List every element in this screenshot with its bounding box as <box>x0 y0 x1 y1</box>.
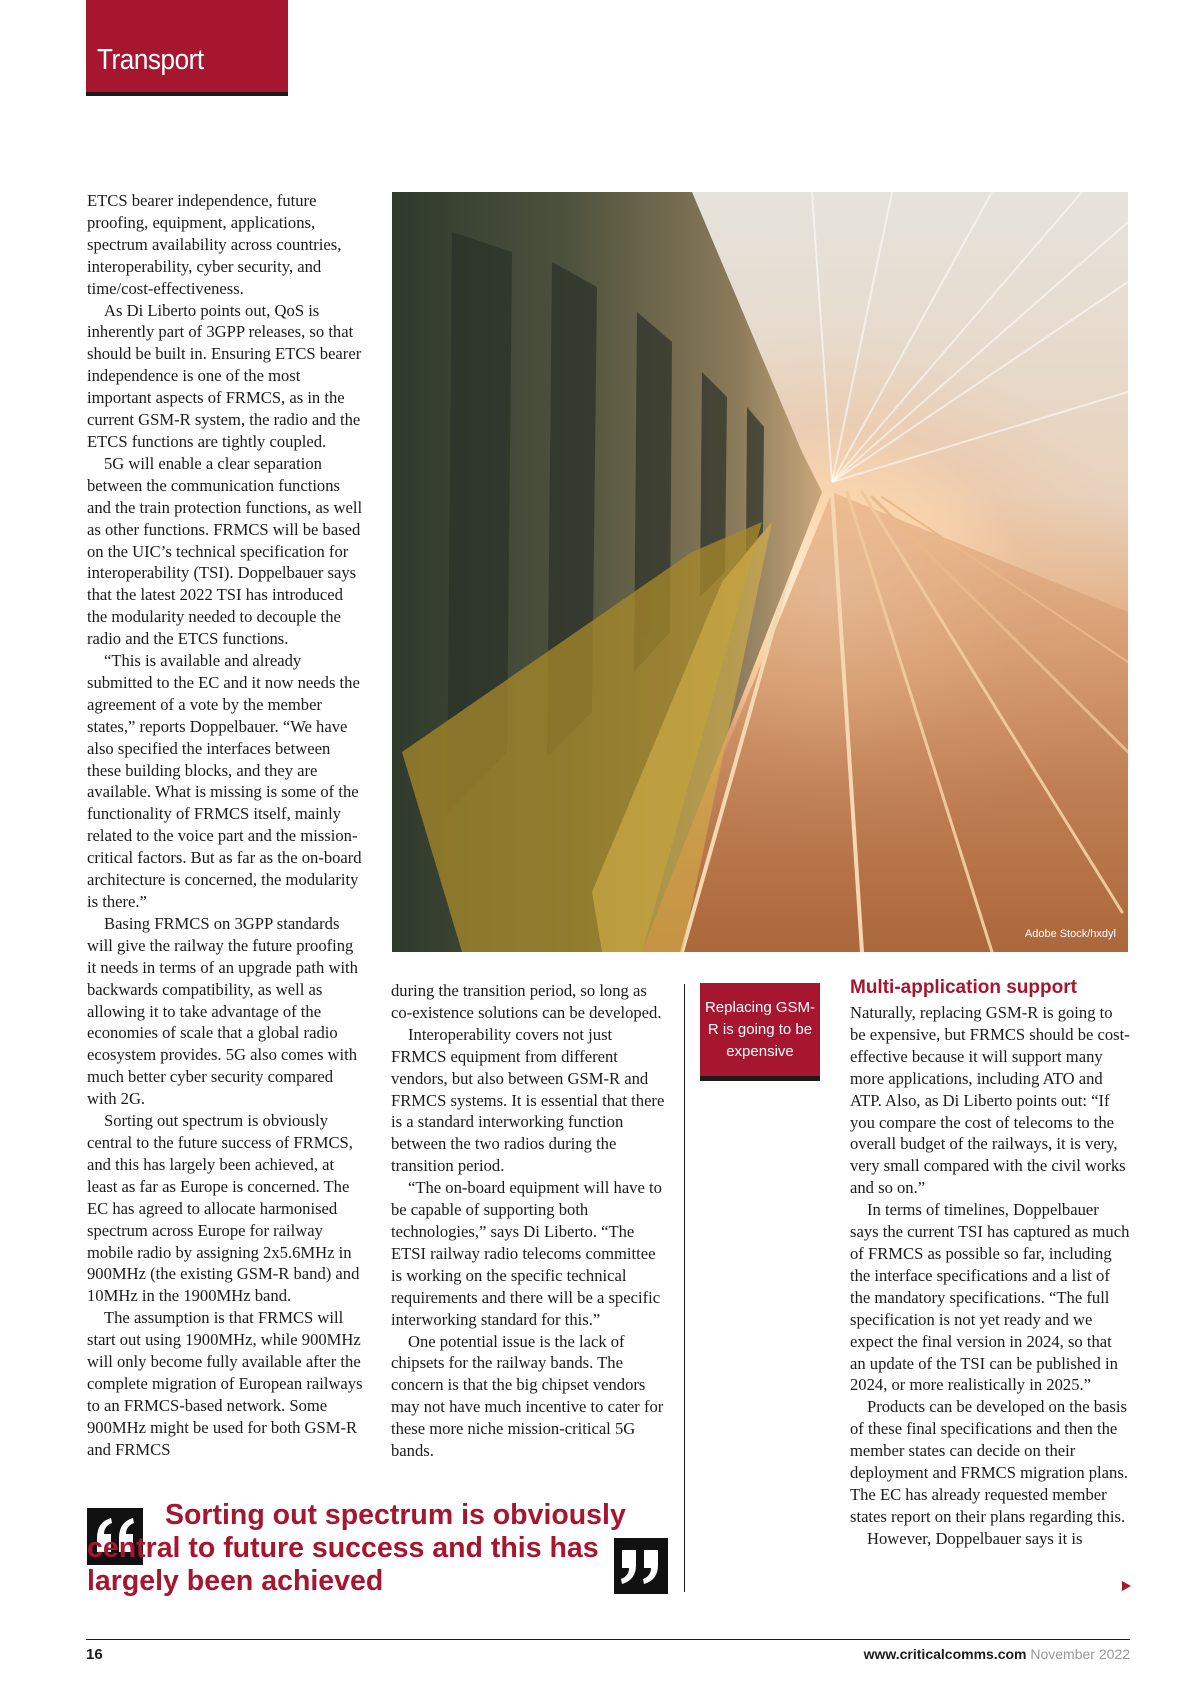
close-quote-icon <box>614 1538 668 1594</box>
train-photo <box>392 192 1128 952</box>
footer-date: November 2022 <box>1030 1646 1130 1662</box>
paragraph: “The on-board equipment will have to be capable of supporting both technologies,” says Di Liberto. “The ETSI railway radio telecoms committee is working on the specific technical requirements and there will be a specific interworking standard for this.” <box>391 1178 662 1329</box>
paragraph: Basing FRMCS on 3GPP standards will give the railway the future proofing it needs in terms of an upgrade path with backwards compatibility, as well as allowing it to take advantage of the economies of scale that a global radio ecosystem provides. 5G also comes with much better cyber security compared with 2G. <box>87 913 358 1109</box>
sidebar-callout: Replacing GSM-R is going to be expensive <box>700 983 820 1081</box>
paragraph: during the transition period, so long as co-existence solutions can be developed. <box>391 981 662 1022</box>
footer-website: www.criticalcomms.com <box>863 1646 1027 1662</box>
section-tab <box>86 0 288 96</box>
paragraph: However, Doppelbauer says it is <box>867 1528 1083 1548</box>
subheading: Multi-application support <box>850 977 1077 998</box>
paragraph: As Di Liberto points out, QoS is inherently part of 3GPP releases, so that should be built in. Ensuring ETCS bearer independence is one of the most important aspects of FRMCS, as in the current GSM-R system, the radio and the ETCS functions are tightly coupled. <box>87 300 362 451</box>
paragraph: Interoperability covers not just FRMCS equipment from different vendors, but also between GSM-R and FRMCS systems. It is essential that there is a standard interworking function between the two radios during the transition period. <box>391 1024 665 1176</box>
article-column-2 <box>391 980 669 1462</box>
train-photo-illustration <box>392 192 1128 952</box>
paragraph: “This is available and already submitted to the EC and it now needs the agreement of a vote by the member states,” reports Doppelbauer. “We have also specified the interfaces between these building blocks, and they are available. What is missing is some of the functionality of FRMCS itself, mainly related to the voice part and the mission-critical factors. But as far as the on-board architecture is concerned, the modularity is there.” <box>87 651 362 911</box>
column-divider <box>684 984 685 1592</box>
paragraph: In terms of timelines, Doppelbauer says the current TSI has captured as much of FRMCS as possible so far, including the interface specifications and a list of the mandatory specifications. “The full specification is not yet ready and we expect the final version in 2024, so that an update of the TSI can be published in 2024, or more realistically in 2025.” <box>850 1200 1130 1395</box>
article-column-3 <box>850 1002 1130 1550</box>
footer-rule <box>86 1639 1130 1640</box>
paragraph: Sorting out spectrum is obviously central to the future success of FRMCS, and this has largely been achieved, at least as far as Europe is concerned. The EC has agreed to allocate harmonised spectrum across Europe for railway mobile radio by assigning 2x5.6MHz in 900MHz (the existing GSM-R band) and 10MHz in the 1900MHz band. <box>87 1111 360 1306</box>
paragraph: One potential issue is the lack of chipsets for the railway bands. The concern is that the big chipset vendors may not have much incentive to cater for these more niche mission-critical 5G bands. <box>391 1331 664 1461</box>
section-tab-label: Transport <box>97 44 204 76</box>
pull-quote: Sorting out spectrum is obviously central to future success and this has largely been achieved <box>87 1499 626 1597</box>
paragraph: 5G will enable a clear separation between the communication functions and the train protection functions, as well as other functions. FRMCS will be based on the UIC’s technical specification for interoperability (TSI). Doppelbauer says that the latest 2022 TSI has introduced the modularity needed to decouple the radio and the ETCS functions. <box>87 453 363 649</box>
continue-arrow-icon <box>1122 1581 1131 1591</box>
page-number: 16 <box>86 1646 103 1663</box>
paragraph: The assumption is that FRMCS will start out using 1900MHz, while 900MHz will only become fully available after the complete migration of European railways to an FRMCS-based network. Some 900MHz might be used for both GSM-R and FRMCS <box>87 1308 363 1459</box>
paragraph: ETCS bearer independence, future proofing, equipment, applications, spectrum availability across countries, interoperability, cyber security, and time/cost-effectiveness. <box>87 191 342 298</box>
paragraph: Products can be developed on the basis of these final specifications and then the member states can decide on their deployment and FRMCS migration plans. The EC has already requested member states report on their plans regarding this. <box>850 1397 1128 1526</box>
paragraph: Naturally, replacing GSM-R is going to be expensive, but FRMCS should be cost-effective because it will support many more applications, including ATO and ATP. Also, as Di Liberto points out: “If you compare the cost of telecoms to the overall budget of the railways, it is very, very small compared with the civil works and so on.” <box>850 1003 1130 1198</box>
article-column-1 <box>87 190 365 1461</box>
photo-credit: Adobe Stock/hxdyl <box>1024 928 1116 940</box>
footer-info <box>864 1646 1130 1662</box>
light-rays <box>812 192 1128 482</box>
